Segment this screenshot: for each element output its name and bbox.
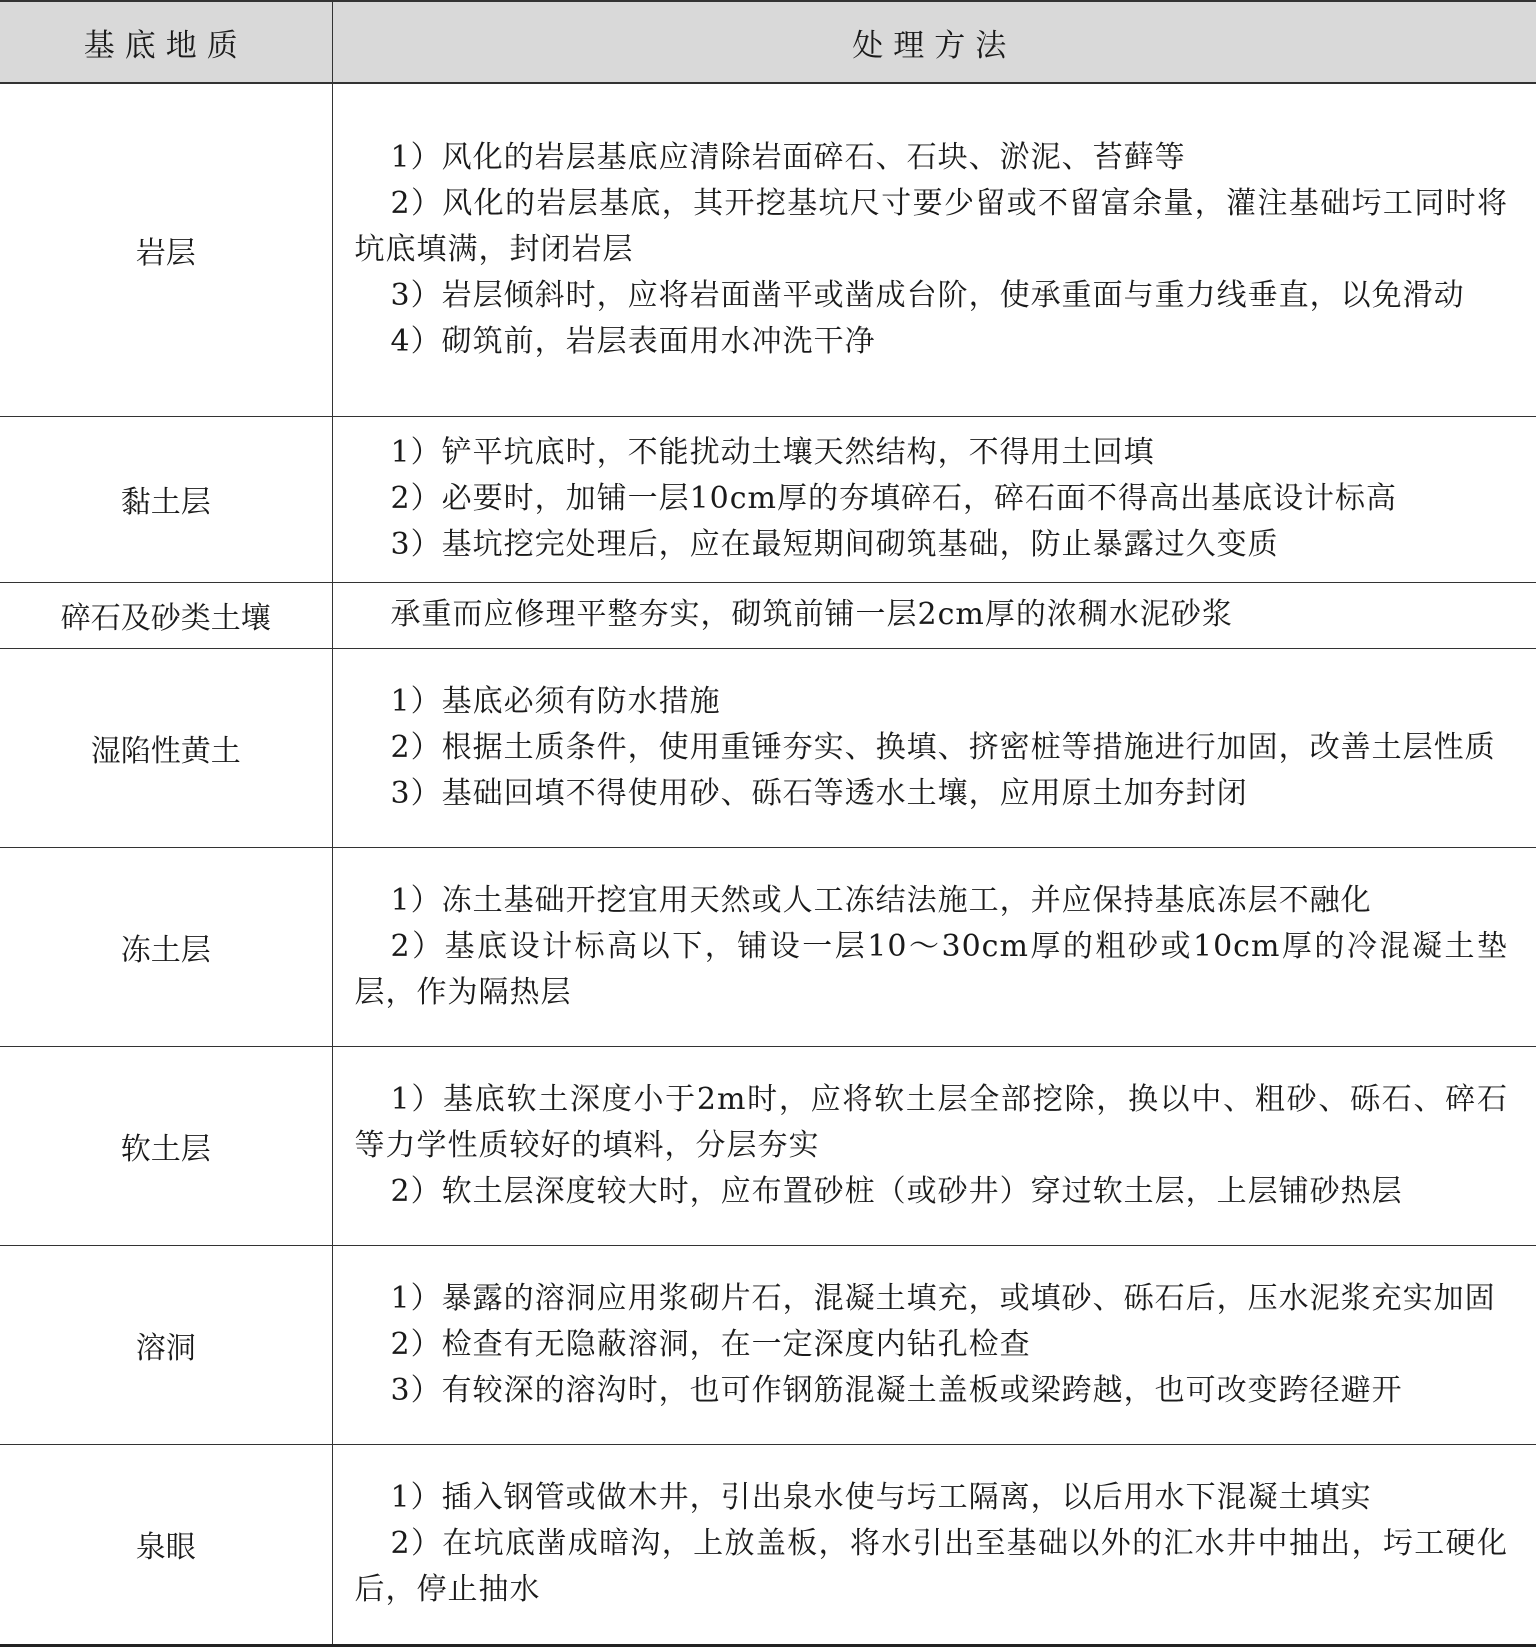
method-cell [332,582,1536,648]
geology-cell: 软土层 [0,1046,332,1245]
method-line: 2）风化的岩层基底，其开挖基坑尺寸要少留或不留富余量，灌注基础圬工同时将坑底填满，封闭岩层 [354,185,1508,267]
method-line: 3）有较深的溶沟时，也可作钢筋混凝土盖板或梁跨越，也可改变跨径避开 [390,1372,1403,1408]
table-row [0,582,1536,648]
table-row [0,1245,1536,1444]
method-line: 1）暴露的溶洞应用浆砌片石，混凝土填充，或填砂、砾石后，压水泥浆充实加固 [390,1280,1496,1316]
table-row [0,83,1536,416]
method-line: 1）风化的岩层基底应清除岩面碎石、石块、淤泥、苔藓等 [390,139,1186,175]
method-line: 3）岩层倾斜时，应将岩面凿平或凿成台阶，使承重面与重力线垂直，以免滑动 [390,277,1465,313]
method-line: 1）基底软土深度小于2m时，应将软土层全部挖除，换以中、粗砂、砾石、碎石等力学性质较好的填料，分层夯实 [354,1081,1508,1163]
method-line: 1）插入钢管或做木井，引出泉水使与圬工隔离，以后用水下混凝土填实 [390,1480,1372,1515]
geology-cell: 泉眼 [0,1444,332,1645]
table-row [0,1444,1536,1645]
method-cell [332,83,1536,416]
header-geology: 基底地质 [0,1,332,83]
method-cell [332,416,1536,582]
geology-cell: 碎石及砂类土壤 [0,582,332,648]
geology-cell: 湿陷性黄土 [0,648,332,847]
method-cell [332,847,1536,1046]
method-line: 承重而应修理平整夯实，砌筑前铺一层2cm厚的浓稠水泥砂浆 [390,597,1233,632]
method-cell [332,1245,1536,1444]
table-row [0,847,1536,1046]
table-row [0,416,1536,582]
geology-cell: 黏土层 [0,416,332,582]
method-line: 2）根据土质条件，使用重锤夯实、换填、挤密桩等措施进行加固，改善土层性质 [390,729,1496,765]
method-line: 2）检查有无隐蔽溶洞，在一定深度内钻孔检查 [390,1326,1031,1362]
table-row [0,1046,1536,1245]
geology-cell: 溶洞 [0,1245,332,1444]
geology-cell: 冻土层 [0,847,332,1046]
method-line: 2）必要时，加铺一层10cm厚的夯填碎石，碎石面不得高出基底设计标高 [390,481,1398,516]
method-line: 4）砌筑前，岩层表面用水冲洗干净 [390,323,876,359]
geology-cell: 岩层 [0,83,332,416]
method-cell [332,1046,1536,1245]
method-line: 2）在坑底凿成暗沟，上放盖板，将水引出至基础以外的汇水井中抽出，圬工硬化后，停止抽水 [354,1526,1508,1607]
method-line: 1）铲平坑底时，不能扰动土壤天然结构，不得用土回填 [390,435,1155,470]
method-line: 3）基础回填不得使用砂、砾石等透水土壤，应用原土加夯封闭 [390,775,1248,811]
header-method: 处理方法 [332,1,1536,83]
method-line: 1）基底必须有防水措施 [390,683,721,719]
table-row [0,648,1536,847]
method-cell [332,648,1536,847]
method-line: 1）冻土基础开挖宜用天然或人工冻结法施工，并应保持基底冻层不融化 [390,882,1372,918]
method-line: 2）基底设计标高以下，铺设一层10～30cm厚的粗砂或10cm厚的冷混凝土垫层，作为隔热层 [354,928,1508,1010]
method-cell [332,1444,1536,1645]
method-line: 2）软土层深度较大时，应布置砂桩（或砂井）穿过软土层，上层铺砂热层 [390,1173,1403,1209]
table-header-row [0,1,1536,83]
method-line: 3）基坑挖完处理后，应在最短期间砌筑基础，防止暴露过久变质 [390,527,1279,562]
